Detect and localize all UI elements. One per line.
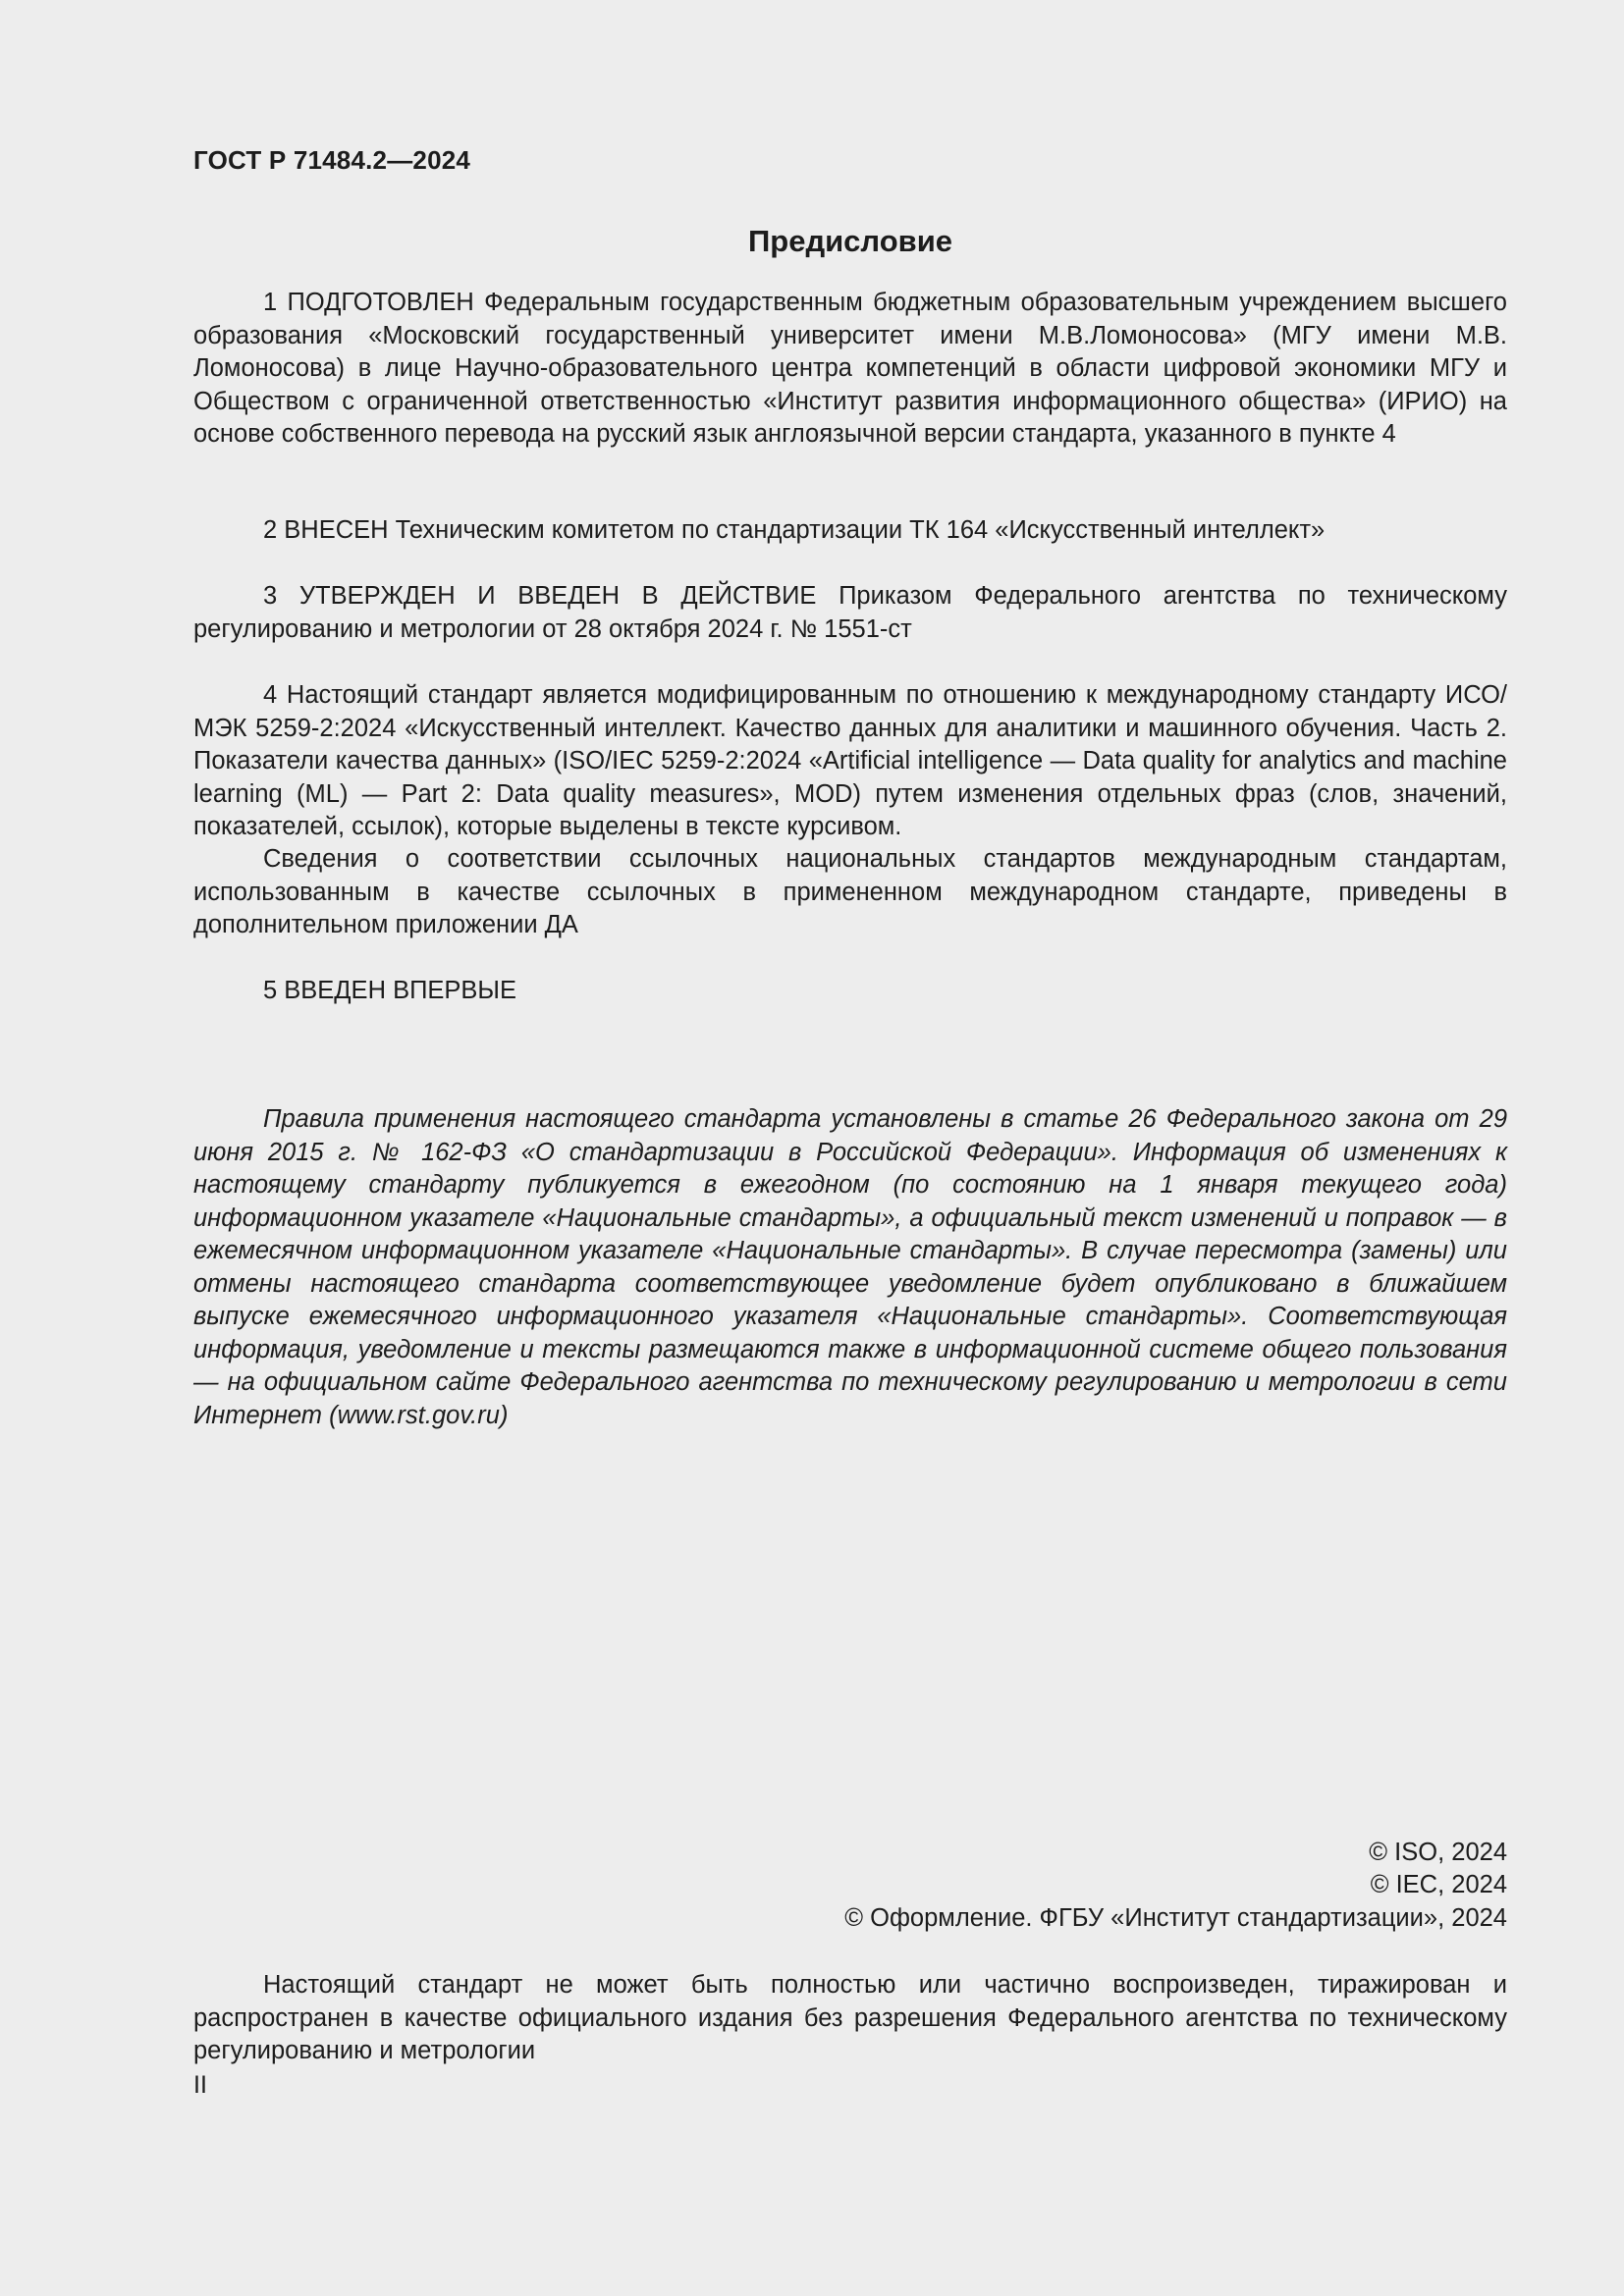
reproduction-notice: Настоящий стандарт не может быть полностью или частично воспроизведен, тиражирован и распространен в качестве официального издания без разрешения Федерального агентства по техническому регулированию и метрологии xyxy=(193,1971,1507,2064)
copyright-iec: © IEC, 2024 xyxy=(1370,1871,1507,1898)
page-title: Предисловие xyxy=(747,224,952,258)
paragraph-3-approved: 3 УТВЕРЖДЕН И ВВЕДЕН В ДЕЙСТВИЕ Приказом Федерального агентства по техническому регулированию и метрологии от 28 октября 2024 г. № 1551-ст xyxy=(193,582,1507,643)
paragraph-1-prepared: 1 ПОДГОТОВЛЕН Федеральным государственным бюджетным образовательным учреждением высшего образования «Московский государственный университет имени М.В.Ломоносова» (МГУ имени М.В. Ломоносова) в лице Научно-образовательного центра компетенций в области цифровой экономики МГУ и Обществом с ограниченной ответственностью «Институт развития информационного общества» (ИРИО) на основе собственного перевода на русский язык англоязычной версии стандарта, указанного в пункте 4 xyxy=(193,289,1507,448)
copyright-design: © Оформление. ФГБУ «Институт стандартизации», 2024 xyxy=(844,1904,1507,1932)
document-id-header: ГОСТ Р 71484.2—2024 xyxy=(193,145,471,175)
document-page xyxy=(193,0,1507,2296)
paragraph-4-references: Сведения о соответствии ссылочных национальных стандартов международным стандартам, использованным в качестве ссылочных в примененном международном стандарте, приведены в дополнительном приложении ДА xyxy=(193,845,1507,938)
paragraph-2-introduced: 2 ВНЕСЕН Техническим комитетом по стандартизации ТК 164 «Искусственный интеллект» xyxy=(263,516,1326,544)
paragraph-5-first-introduced: 5 ВВЕДЕН ВПЕРВЫЕ xyxy=(263,977,517,1004)
page-number: II xyxy=(193,2071,207,2099)
copyright-iso: © ISO, 2024 xyxy=(1369,1839,1507,1866)
application-rules-notice: Правила применения настоящего стандарта установлены в статье 26 Федерального закона от 29 июня 2015 г. № 162-ФЗ «О стандартизации в Российской Федерации». Информация об изменениях к настоящему стандарту публикуется в ежегодном (по состоянию на 1 января текущего года) информационном указателе «Национальные стандарты», а официальный текст изменений и поправок — в ежемесячном информационном указателе «Национальные стандарты». В случае пересмотра (замены) или отмены настоящего стандарта соответствующее уведомление будет опубликовано в ближайшем выпуске ежемесячного информационного указателя «Национальные стандарты». Соответствующая информация, уведомление и тексты размещаются также в информационной системе общего пользования — на официальном сайте Федерального агентства по техническому регулированию и метрологии в сети Интернет (www.rst.gov.ru) xyxy=(193,1105,1507,1429)
paragraph-4-modified: 4 Настоящий стандарт является модифицированным по отношению к международному стандарту ИСО/МЭК 5259-2:2024 «Искусственный интеллект. Качество данных для аналитики и машинного обучения. Часть 2. Показатели качества данных» (ISO/IEC 5259-2:2024 «Artificial intelligence — Data quality for analytics and machine learning (ML) — Part 2: Data quality measures», MOD) путем изменения отдельных фраз (слов, значений, показателей, ссылок), которые выделены в тексте курсивом. xyxy=(193,681,1507,840)
